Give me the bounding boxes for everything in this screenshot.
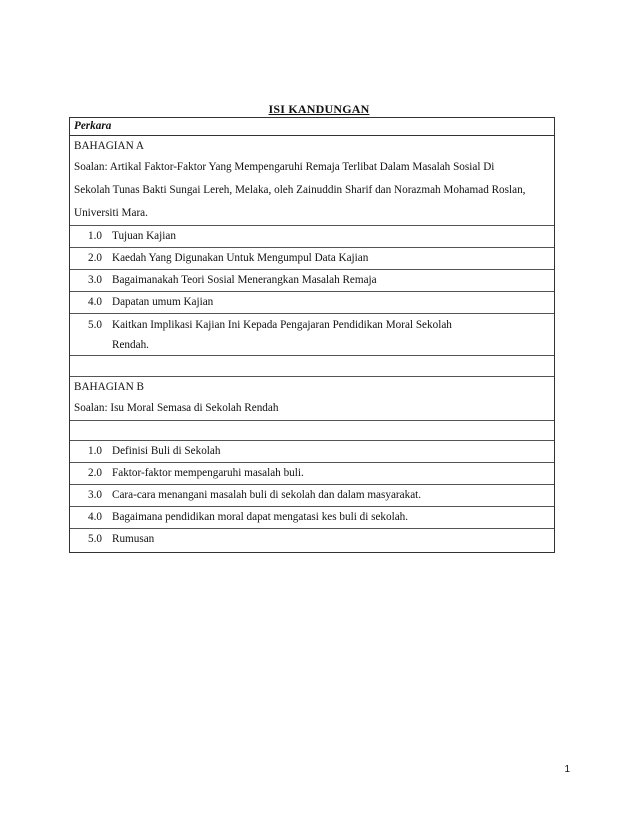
blank-row xyxy=(70,355,554,376)
item-text: Bagaimanakah Teori Sosial Menerangkan Masalah Remaja xyxy=(112,274,377,286)
section-a-heading: BAHAGIAN A xyxy=(74,140,144,152)
item-number: 4.0 xyxy=(88,296,102,308)
toc-item xyxy=(70,528,554,552)
item-text: Cara-cara menangani masalah buli di sekolah dan dalam masyarakat. xyxy=(112,489,422,501)
item-text: Dapatan umum Kajian xyxy=(112,296,214,308)
item-number: 4.0 xyxy=(88,511,102,523)
item-number: 2.0 xyxy=(88,252,102,264)
item-text: Bagaimana pendidikan moral dapat mengatasi kes buli di sekolah. xyxy=(112,511,409,523)
toc-item xyxy=(70,313,554,355)
section-b-heading: BAHAGIAN B xyxy=(74,381,144,393)
item-text-line: Rendah. xyxy=(112,339,149,351)
item-number: 1.0 xyxy=(88,445,102,457)
toc-item xyxy=(70,484,554,506)
section-a-block xyxy=(70,136,554,225)
toc-item xyxy=(70,462,554,484)
item-number: 2.0 xyxy=(88,467,102,479)
page-title: ISI KANDUNGAN xyxy=(268,102,370,116)
item-text: Faktor-faktor mempengaruhi masalah buli. xyxy=(112,467,304,479)
item-number: 3.0 xyxy=(88,489,102,501)
section-b-question: Soalan: Isu Moral Semasa di Sekolah Rendah xyxy=(74,402,279,414)
section-a-question-line: Universiti Mara. xyxy=(74,207,148,219)
toc-item xyxy=(70,247,554,269)
toc-item xyxy=(70,440,554,462)
table-of-contents xyxy=(69,117,555,553)
toc-item xyxy=(70,506,554,528)
toc-item xyxy=(70,269,554,291)
section-a-question-line: Soalan: Artikal Faktor-Faktor Yang Mempengaruhi Remaja Terlibat Dalam Masalah Sosial Di xyxy=(74,161,495,173)
item-text: Kaedah Yang Digunakan Untuk Mengumpul Data Kajian xyxy=(112,252,369,264)
item-number: 1.0 xyxy=(88,230,102,242)
page-number: 1 xyxy=(564,764,570,775)
item-number: 3.0 xyxy=(88,274,102,286)
section-b-block xyxy=(70,376,554,420)
item-text: Tujuan Kajian xyxy=(112,230,176,242)
item-number: 5.0 xyxy=(88,533,102,545)
item-text: Definisi Buli di Sekolah xyxy=(112,445,221,457)
section-a-question-line: Sekolah Tunas Bakti Sungai Lereh, Melaka, oleh Zainuddin Sharif dan Norazmah Mohamad Roslan, xyxy=(74,184,526,196)
item-text: Rumusan xyxy=(112,533,155,545)
table-header: Perkara xyxy=(70,118,554,136)
toc-item xyxy=(70,291,554,313)
blank-row xyxy=(70,420,554,440)
item-text-line: Kaitkan Implikasi Kajian Ini Kepada Pengajaran Pendidikan Moral Sekolah xyxy=(112,319,452,331)
item-text xyxy=(112,315,554,355)
toc-item xyxy=(70,225,554,247)
item-number: 5.0 xyxy=(88,319,102,331)
